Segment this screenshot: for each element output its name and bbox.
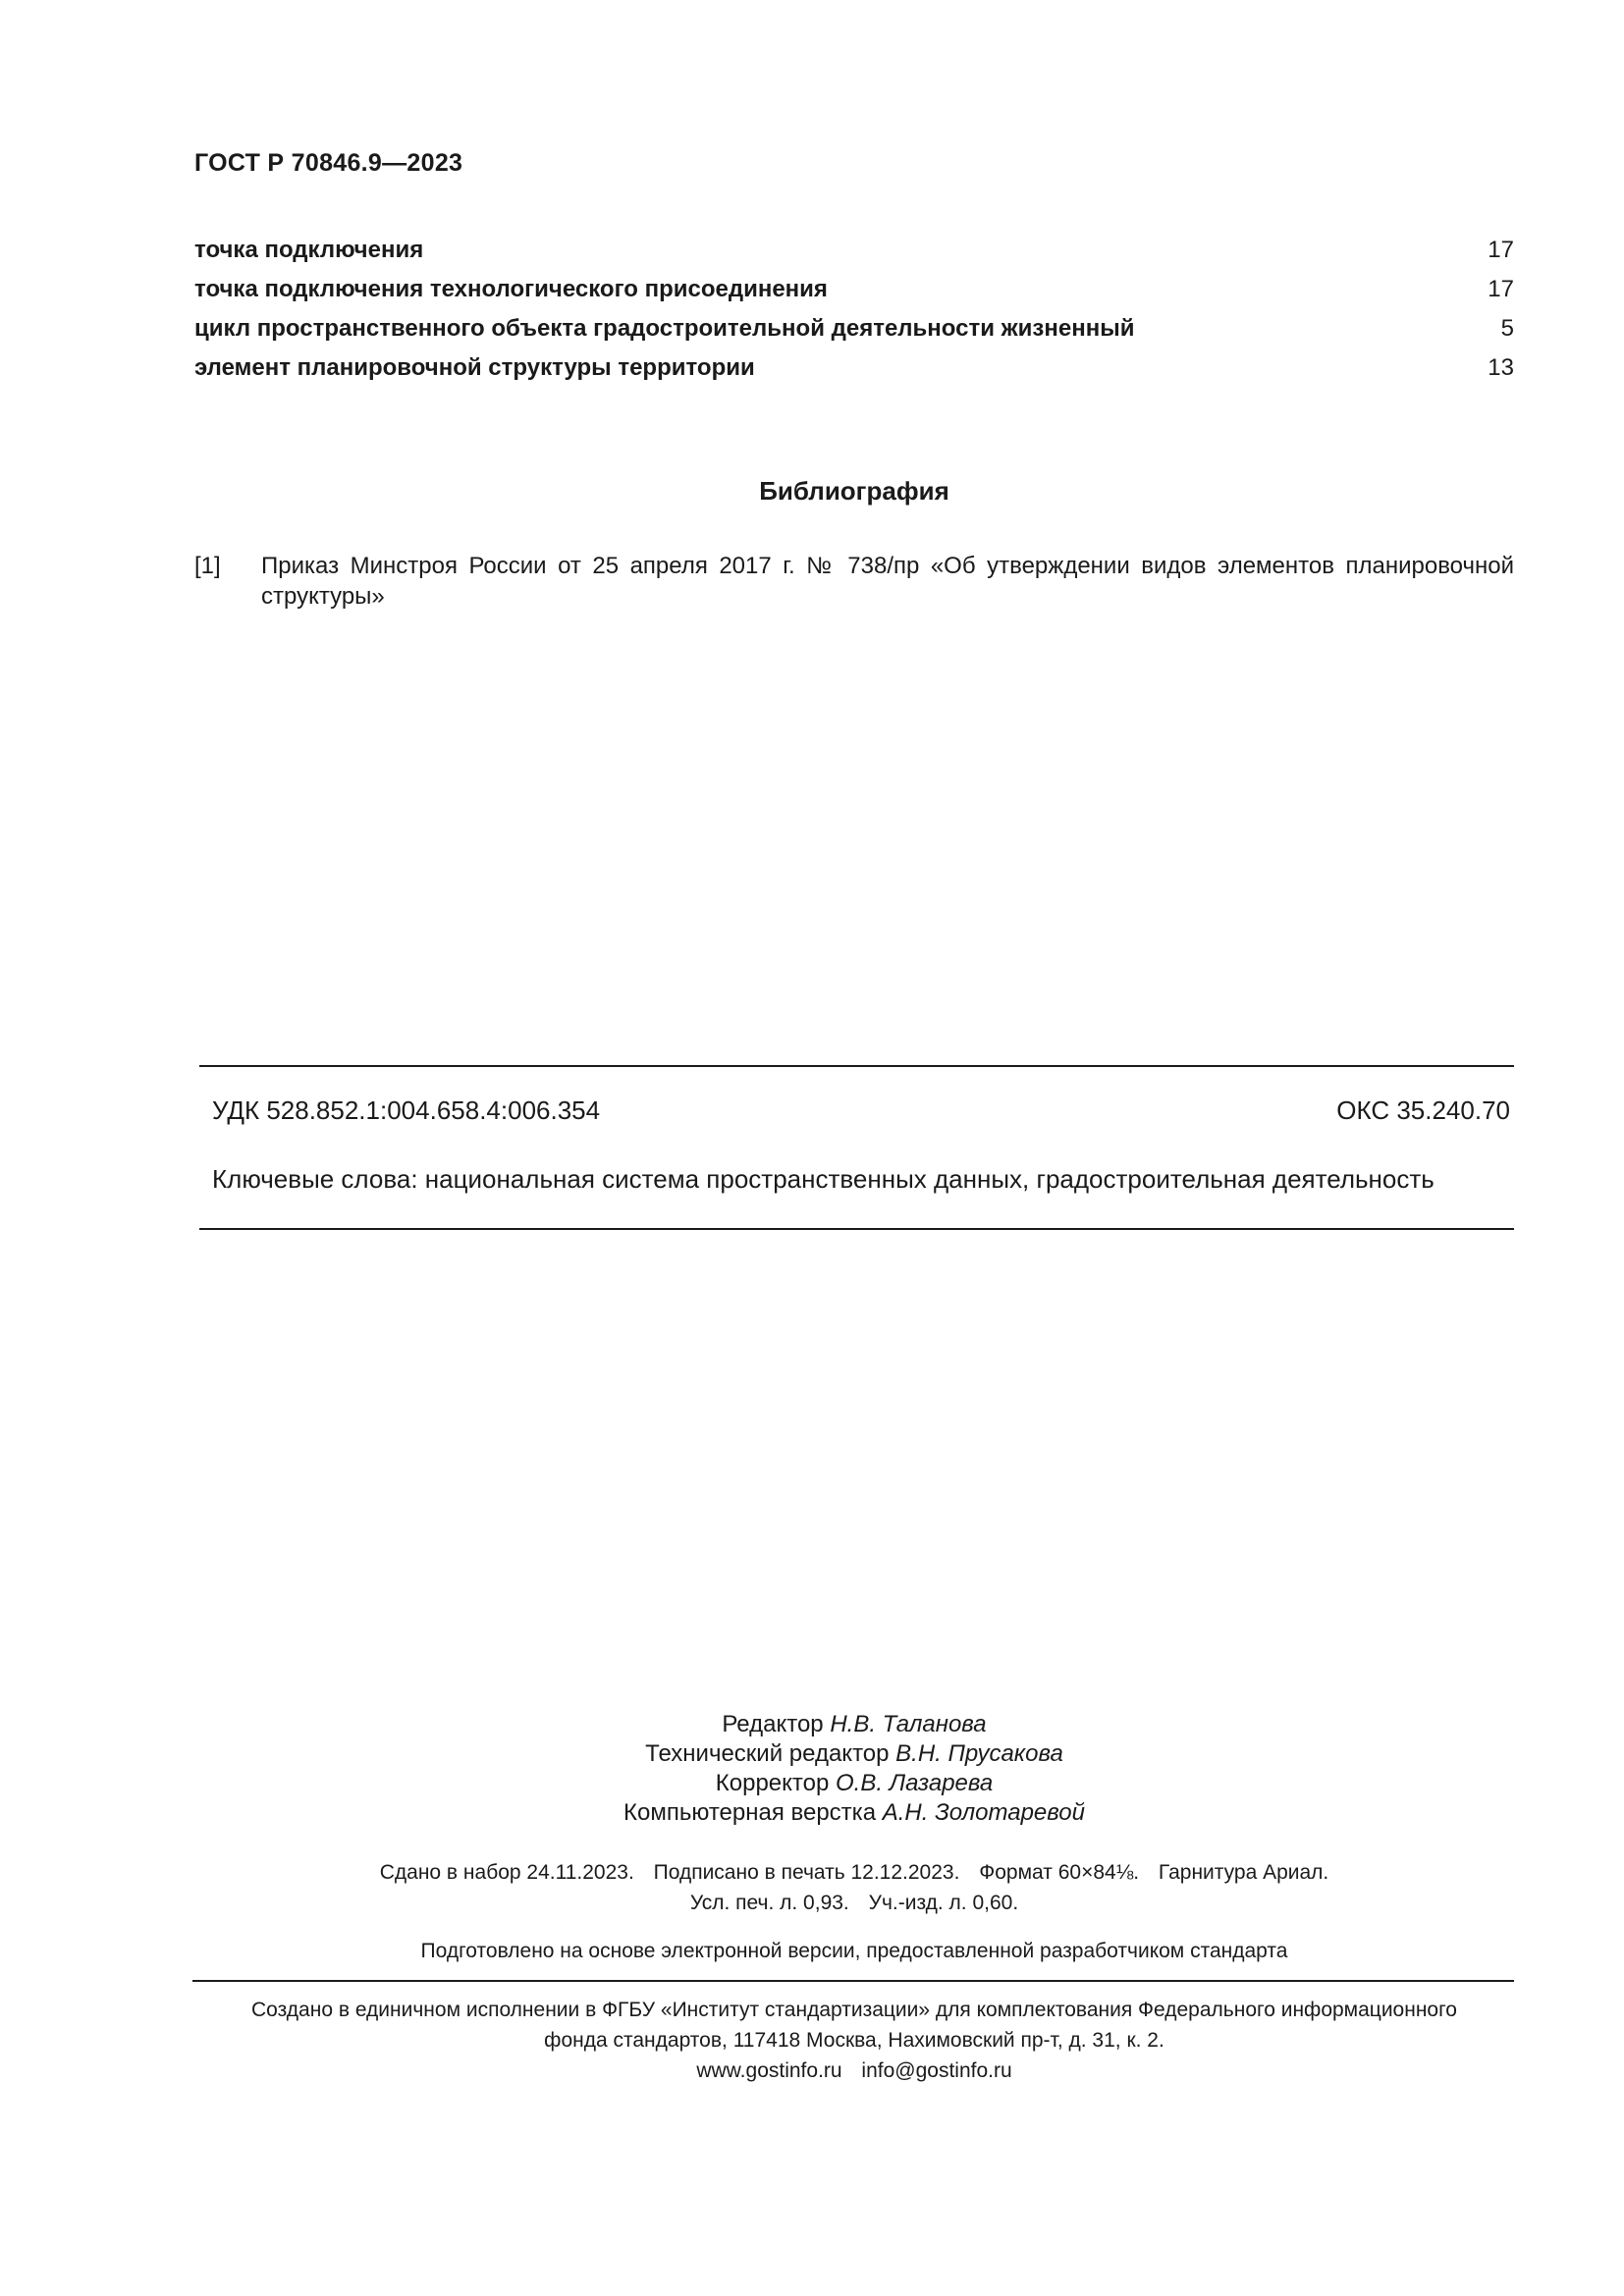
publication-line-2: Усл. печ. л. 0,93. Уч.-изд. л. 0,60.	[689, 1892, 1019, 1914]
publication-line-1: Сдано в набор 24.11.2023. Подписано в печать 12.12.2023. Формат 60×84⅛. Гарнитура Ариал.	[379, 1861, 1329, 1884]
bibliography-entry-number: [1]	[194, 553, 221, 579]
website-link[interactable]: www.gostinfo.ru	[696, 2059, 842, 2082]
index-term: цикл пространственного объекта градостроительной деятельности жизненный	[194, 315, 1135, 342]
udk-code: УДК 528.852.1:004.658.4:006.354	[212, 1095, 601, 1125]
footer-line-2: фонда стандартов, 117418 Москва, Нахимовский пр-т, д. 31, к. 2.	[544, 2029, 1164, 2052]
index-term: точка подключения	[194, 237, 424, 263]
prepared-note: Подготовлено на основе электронной версии, предоставленной разработчиком стандарта	[420, 1940, 1288, 1962]
credit-layout: Компьютерная верстка А.Н. Золотаревой	[623, 1799, 1085, 1826]
index-list	[194, 236, 1514, 393]
meta-top-rule	[199, 1065, 1514, 1067]
bibliography-title: Библиография	[759, 476, 949, 506]
email-link[interactable]: info@gostinfo.ru	[861, 2059, 1012, 2082]
publication-info	[0, 1857, 1624, 1918]
oks-code: ОКС 35.240.70	[1336, 1095, 1510, 1125]
bibliography-entry	[194, 551, 1514, 612]
footer-block	[0, 1995, 1624, 2086]
index-row	[194, 275, 1514, 314]
index-page: 13	[1488, 354, 1514, 381]
keywords: Ключевые слова: национальная система пространственных данных, градостроительная деятельность	[212, 1164, 1435, 1194]
index-term: элемент планировочной структуры территории	[194, 354, 755, 381]
footer-line-1: Создано в единичном исполнении в ФГБУ «Институт стандартизации» для комплектования Федерального информационного	[251, 1999, 1457, 2021]
index-page: 5	[1500, 315, 1514, 342]
index-page: 17	[1488, 276, 1514, 302]
index-page: 17	[1488, 237, 1514, 263]
footer-rule	[192, 1980, 1514, 1982]
credits-block	[0, 1710, 1624, 1828]
index-row	[194, 314, 1514, 353]
meta-bottom-rule	[199, 1228, 1514, 1230]
document-header: ГОСТ Р 70846.9—2023	[194, 149, 463, 177]
credit-tech-editor: Технический редактор В.Н. Прусакова	[645, 1740, 1063, 1767]
bibliography-entry-text: Приказ Минстроя России от 25 апреля 2017 г. № 738/пр «Об утверждении видов элементов планировочной структуры»	[261, 553, 1514, 610]
index-term: точка подключения технологического присоединения	[194, 276, 828, 302]
index-row	[194, 353, 1514, 393]
credit-proofreader: Корректор О.В. Лазарева	[715, 1770, 994, 1796]
credit-editor: Редактор Н.В. Таланова	[722, 1711, 987, 1737]
footer-contacts	[0, 2056, 1624, 2086]
index-row	[194, 236, 1514, 275]
